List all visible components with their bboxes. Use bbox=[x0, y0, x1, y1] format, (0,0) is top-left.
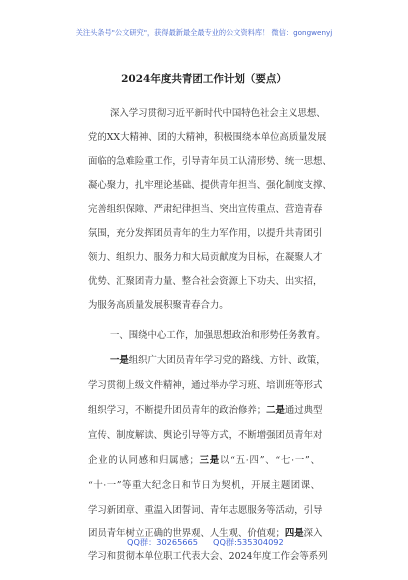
body-text: 宣传、制度解读、舆论引导等方式，不断增强团员青年对 bbox=[88, 430, 323, 441]
body-text: 学习贯彻上级文件精神，通过举办学习班、培训班等形式 bbox=[88, 380, 323, 391]
document-title: 2024年度共青团工作计划（要点） bbox=[121, 73, 287, 85]
emphasis-text: 四是 bbox=[284, 528, 304, 539]
footer-qq-group-1: QQ群：30265665 bbox=[127, 537, 198, 547]
emphasis-text: 一是 bbox=[110, 355, 129, 366]
body-text: 以“五·四”、“七·一”、 bbox=[219, 455, 320, 466]
body-text: 企业的认同感和归属感； bbox=[88, 455, 199, 466]
body-text: 组织学习，不断提升团员青年的政治修养； bbox=[88, 405, 267, 416]
body-text: 学习和贯彻本单位职工代表大会、2024年度工作会等系列 bbox=[88, 551, 328, 562]
body-text: 学习新团章、重温入团誓词、青年志愿服务等活动，引导 bbox=[88, 505, 323, 516]
body-text: 通过典型 bbox=[284, 405, 323, 416]
document-page: 关注头条号"公文研究"，获得最新最全最专业的公文资料库！ 微信：gongwenyj 2024年度共青团工作计划（要点） 深入学习贯彻习近平新时代中国特色社会主义思想、 党的XX大精神、团的大精神，积极围绕本单位高质量发展 面临的急难险重工作，引导青年员工认清形势、统一思想、 凝心聚力，扎牢理论基础、提供青年担当、强化制度支撑、 完善组织保障、严肃纪律担当、突出宣传重点、营造青春 氛围，充分发挥团员青年的生力军作用，以提升共青团引 领力、组织力、服务力和大局贡献度为目标，在凝聚人才 优势、汇聚团青力量、整合社会资源上下功夫、出实招， 为服务高质量发展积聚青春合力。 一、围绕中心工作，加强思想政治和形势任务教育。 一是组织广大团员青年学习党的路线、方针、政策， 学习贯彻上级文件精神，通过举办学习班、培训班等形式 组织学习，不断提升团员青年的政治修养；二是通过典型 宣传、制度解读、舆论引导等方式，不断增强团员青年对 企业的认同感和归属感；三是以“五·四”、“七·一”、 “十·一”等重大纪念日和节日为契机，开展主题团课、 学习新团章、重温入团誓词、青年志愿服务等活动，引导 团员青年树立正确的世界观、人生观、价值观；四是深入 学习和贯彻本单位职工代表大会、2024年度工作会等系列 QQ群：30265665 QQ群:535304092 bbox=[0, 0, 408, 580]
body-text: 深入 bbox=[303, 528, 323, 539]
body-text: 组织广大团员青年学习党的路线、方针、政策， bbox=[128, 355, 326, 366]
footer-qq-group-2: QQ群:535304092 bbox=[213, 537, 284, 547]
emphasis-text: 二是 bbox=[266, 405, 285, 416]
body-text: “十·一”等重大纪念日和节日为契机，开展主题团课、 bbox=[88, 480, 320, 491]
body-text: 团员青年树立正确的世界观、人生观、价值观； bbox=[88, 528, 285, 539]
header-banner: 关注头条号"公文研究"，获得最新最全最专业的公文资料库！ 微信：gongwenyj bbox=[75, 28, 333, 37]
emphasis-text: 三是 bbox=[198, 455, 220, 466]
